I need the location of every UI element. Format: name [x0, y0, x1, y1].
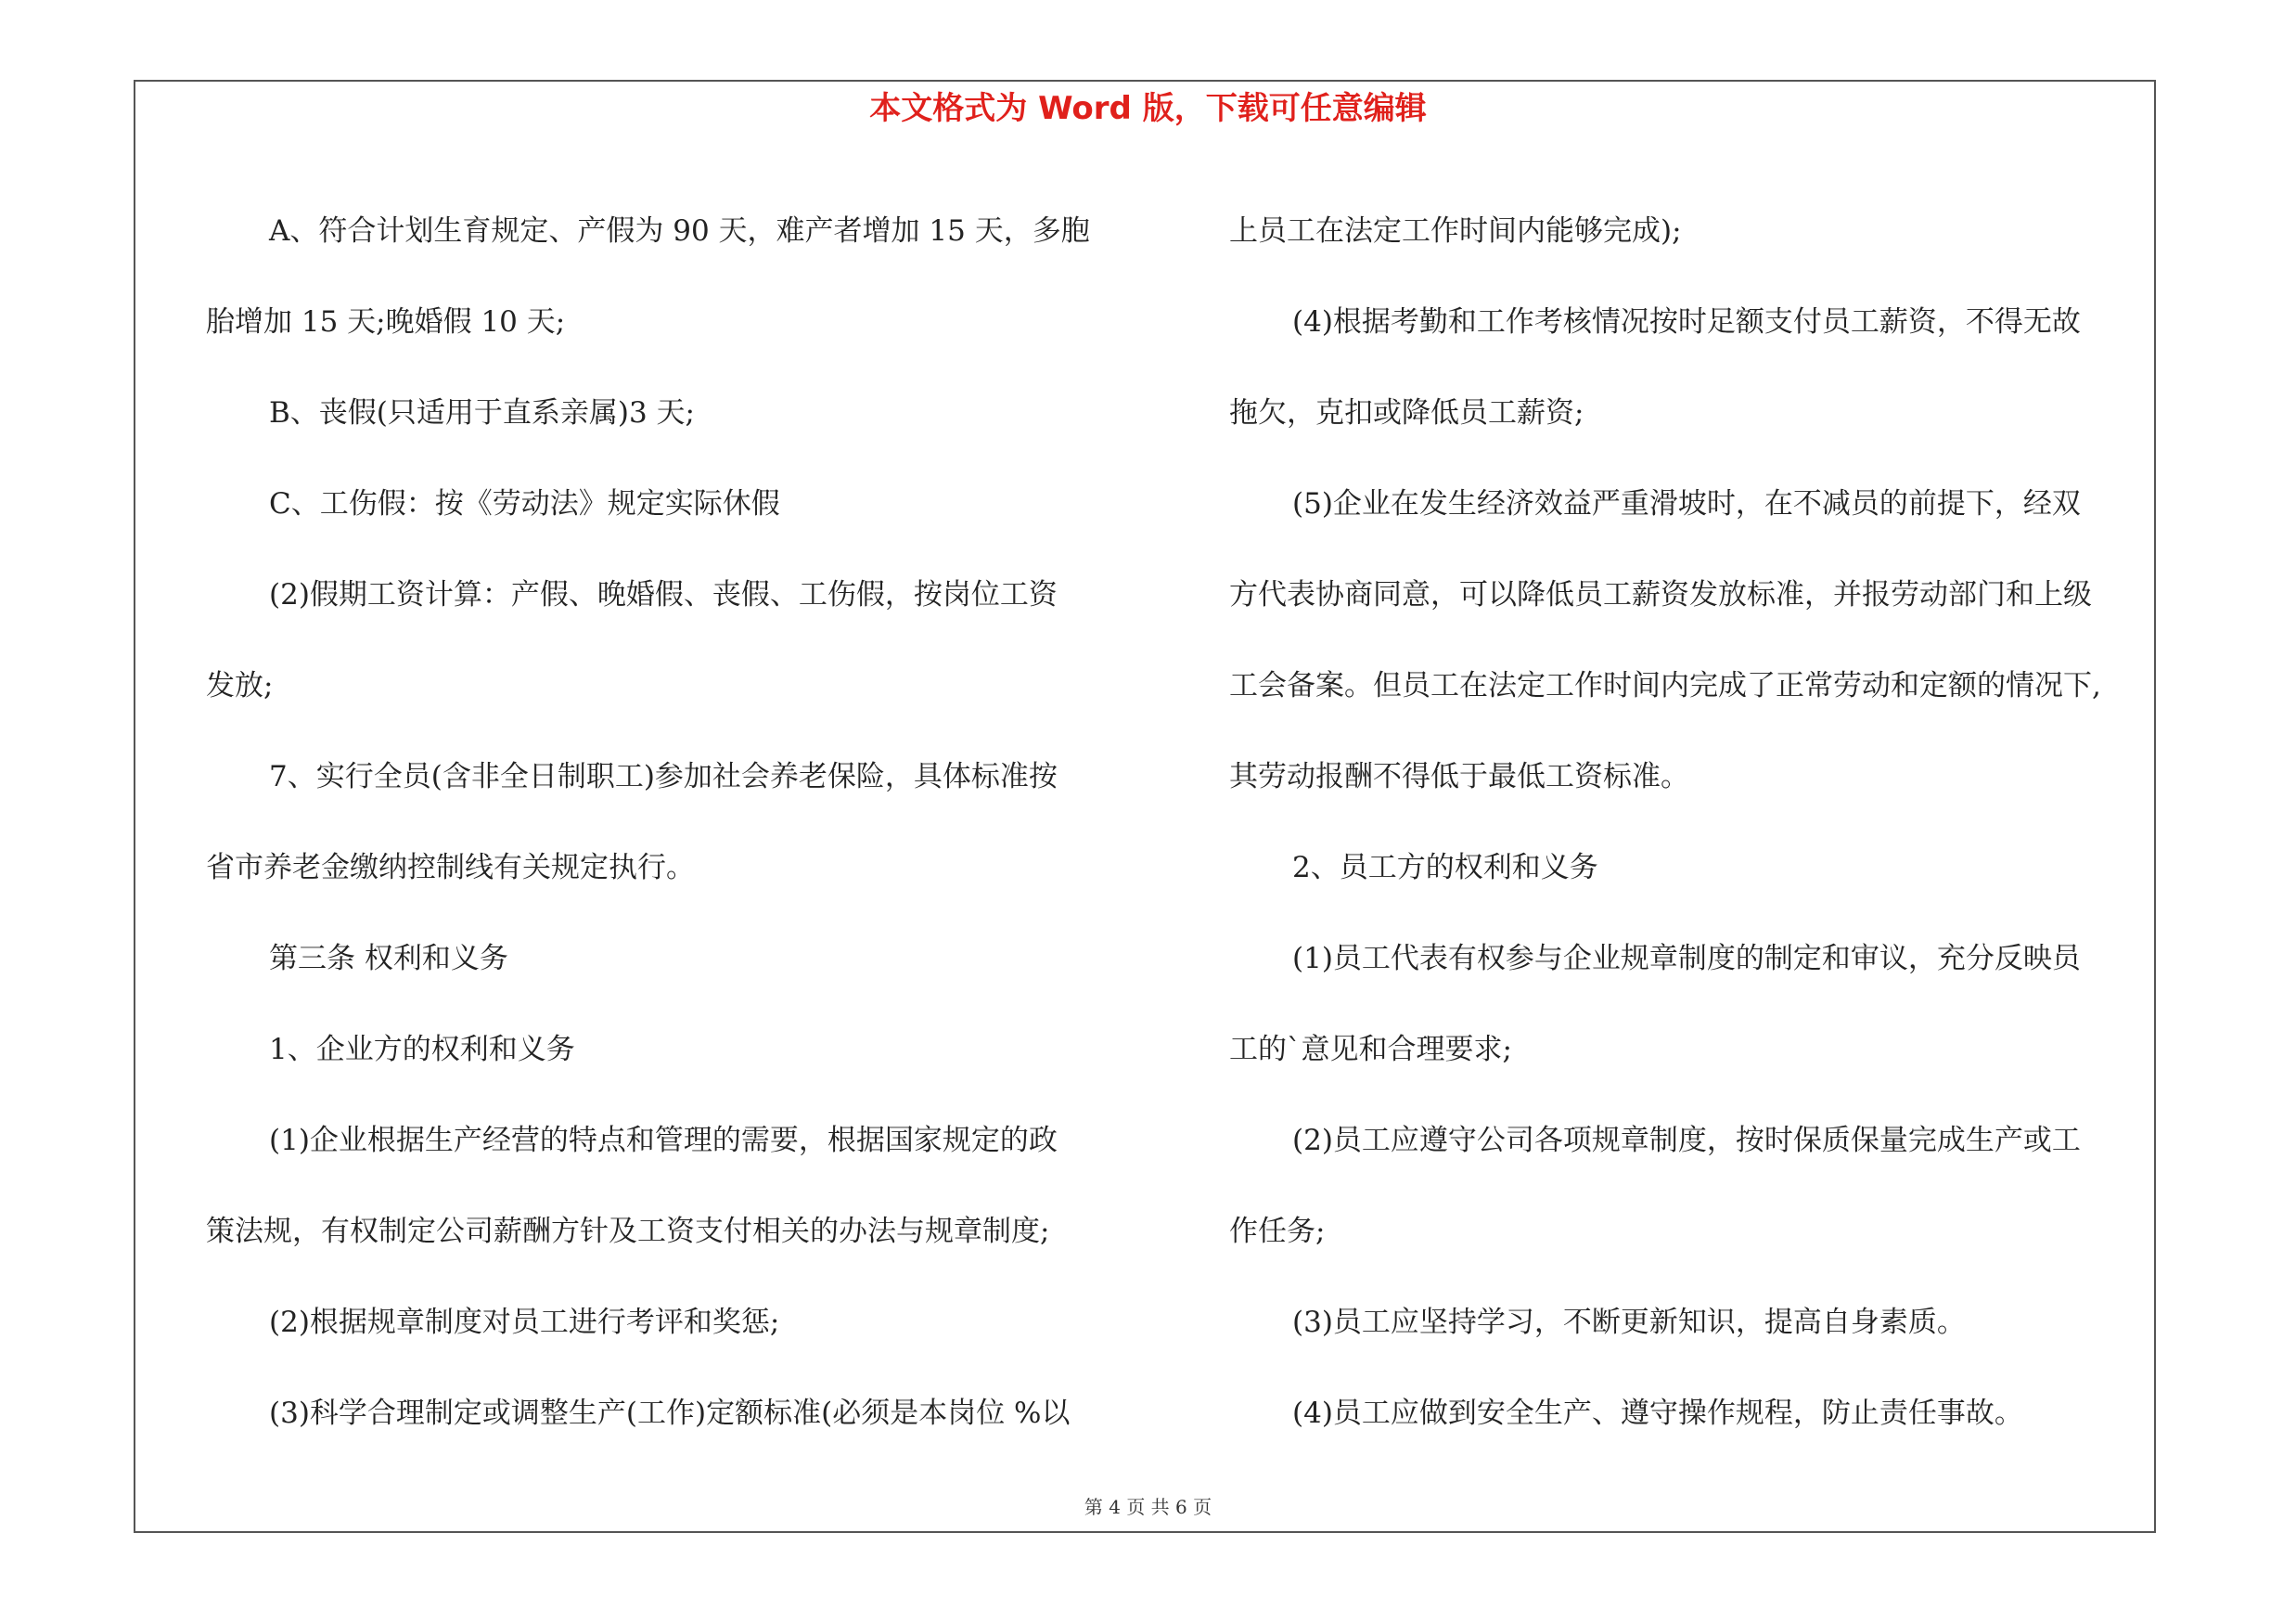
- right-column: [1229, 186, 2148, 1459]
- text-line: (4)根据考勤和工作考核情况按时足额支付员工薪资，不得无故: [1292, 305, 2081, 339]
- text-line: 发放;: [206, 669, 274, 702]
- text-line: 省市养老金缴纳控制线有关规定执行。: [206, 851, 695, 884]
- text-line: (3)科学合理制定或调整生产(工作)定额标准(必须是本岗位 %以: [269, 1397, 1071, 1430]
- text-line: 胎增加 15 天;晚婚假 10 天;: [206, 305, 566, 339]
- text-line: 2、员工方的权利和义务: [1292, 851, 1598, 884]
- header-title: 本文格式为 Word 版，下载可任意编辑: [869, 90, 1427, 127]
- left-column: [206, 186, 1124, 1459]
- text-line: B、丧假(只适用于直系亲属)3 天;: [269, 396, 695, 430]
- text-line: 工会备案。但员工在法定工作时间内完成了正常劳动和定额的情况下,: [1229, 669, 2101, 702]
- text-line: 第三条 权利和义务: [269, 942, 508, 975]
- text-line: (2)根据规章制度对员工进行考评和奖惩;: [269, 1306, 780, 1339]
- text-line: A、符合计划生育规定、产假为 90 天，难产者增加 15 天，多胞: [269, 214, 1090, 248]
- text-line: 1、企业方的权利和义务: [269, 1033, 575, 1066]
- text-line: 策法规，有权制定公司薪酬方针及工资支付相关的办法与规章制度;: [206, 1215, 1050, 1248]
- text-line: C、工伤假：按《劳动法》规定实际休假: [269, 487, 780, 521]
- text-line: (5)企业在发生经济效益严重滑坡时，在不减员的前提下，经双: [1292, 487, 2081, 521]
- text-line: (1)企业根据生产经营的特点和管理的需要，根据国家规定的政: [269, 1124, 1058, 1157]
- text-line: 方代表协商同意，可以降低员工薪资发放标准，并报劳动部门和上级: [1229, 578, 2092, 612]
- text-line: 上员工在法定工作时间内能够完成);: [1229, 214, 1682, 248]
- text-line: (1)员工代表有权参与企业规章制度的制定和审议，充分反映员: [1292, 942, 2081, 975]
- page-number: 第 4 页 共 6 页: [1084, 1496, 1212, 1518]
- text-line: 拖欠，克扣或降低员工薪资;: [1229, 396, 1584, 430]
- text-line: 工的`意见和合理要求;: [1229, 1033, 1512, 1066]
- text-line: (2)假期工资计算：产假、晚婚假、丧假、工伤假，按岗位工资: [269, 578, 1058, 612]
- text-line: (4)员工应做到安全生产、遵守操作规程，防止责任事故。: [1292, 1397, 2023, 1430]
- text-line: (3)员工应坚持学习，不断更新知识，提高自身素质。: [1292, 1306, 1966, 1339]
- text-line: 其劳动报酬不得低于最低工资标准。: [1229, 760, 1689, 793]
- text-line: (2)员工应遵守公司各项规章制度，按时保质保量完成生产或工: [1292, 1124, 2081, 1157]
- text-line: 作任务;: [1229, 1215, 1326, 1248]
- text-line: 7、实行全员(含非全日制职工)参加社会养老保险，具体标准按: [269, 760, 1058, 793]
